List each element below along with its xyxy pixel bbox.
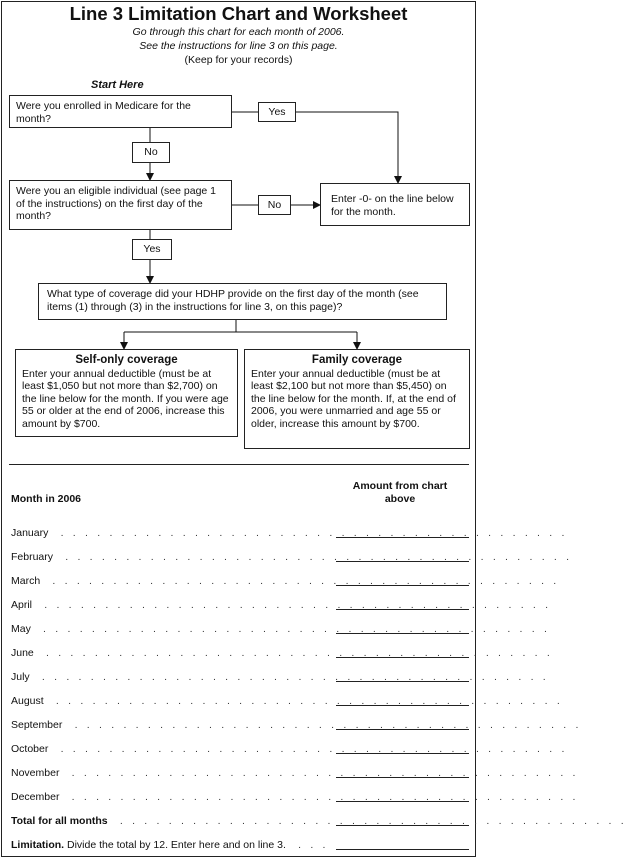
month-may-amount-line[interactable] (336, 633, 469, 634)
month-april-label: April .......................................... (11, 599, 558, 611)
start-here-label: Start Here (91, 79, 144, 91)
month-june-amount-line[interactable] (336, 657, 469, 658)
month-november-label: November .......................................... (11, 767, 585, 779)
month-name: November (11, 767, 60, 779)
month-january-amount-line[interactable] (336, 537, 469, 538)
question-medicare: Were you enrolled in Medicare for the month? (9, 95, 232, 128)
month-name: October (11, 743, 49, 755)
month-october-label: October .......................................... (11, 743, 574, 755)
month-august-label: August .......................................... (11, 695, 570, 707)
limitation-amount-line[interactable] (336, 849, 469, 850)
month-name: July (11, 671, 30, 683)
total-all-months-label: Total for all months .......................................... (11, 815, 633, 827)
question-eligible-individual: Were you an eligible individual (see page 1 of the instructions) on the first day of the month? (9, 180, 232, 230)
total-label-text: Total for all months (11, 815, 108, 827)
self-only-text: Enter your annual deductible (must be at least $1,050 but not more than $2,700) on the line below for the month. If you were age 55 or older at the end of 2006, increase this amount by $700. (22, 367, 229, 430)
limitation-label-text: Limitation. (11, 839, 65, 851)
month-column-header: Month in 2006 (11, 493, 82, 505)
month-name: September (11, 719, 63, 731)
month-november-amount-line[interactable] (336, 777, 469, 778)
month-september-amount-line[interactable] (336, 729, 469, 730)
subtitle-keep-records: (Keep for your records) (184, 54, 293, 66)
month-july-label: July .......................................... (11, 671, 556, 683)
month-name: May (11, 623, 31, 635)
family-heading: Family coverage (311, 354, 403, 366)
month-march-label: March .......................................... (11, 575, 566, 587)
no-label-medicare: No (132, 142, 170, 163)
page-title: Line 3 Limitation Chart and Worksheet (69, 3, 408, 24)
month-october-amount-line[interactable] (336, 753, 469, 754)
month-name: April (11, 599, 33, 611)
limitation-instruction-text: Divide the total by 12. Enter here and on line 3. (64, 839, 286, 851)
month-march-amount-line[interactable] (336, 585, 469, 586)
total-all-months-amount-line[interactable] (336, 825, 469, 826)
family-coverage-box (244, 349, 470, 449)
month-december-label: December .......................................... (11, 791, 585, 803)
month-january-label: January .......................................... (11, 527, 574, 539)
month-september-label: September .......................................... (11, 719, 588, 731)
month-name: December (11, 791, 60, 803)
month-february-amount-line[interactable] (336, 561, 469, 562)
month-name: February (11, 551, 54, 563)
amount-column-header: Amount from chart above (352, 480, 448, 505)
section-divider (9, 464, 469, 465)
enter-zero-box: Enter -0- on the line below for the month. (320, 183, 470, 226)
subtitle-instruction-2: See the instructions for line 3 on this page. (139, 40, 338, 52)
self-only-heading: Self-only coverage (75, 354, 178, 366)
no-label-eligible: No (258, 195, 291, 215)
month-july-amount-line[interactable] (336, 681, 469, 682)
month-august-amount-line[interactable] (336, 705, 469, 706)
month-name: January (11, 527, 49, 539)
yes-label-eligible: Yes (132, 239, 172, 260)
question-coverage-type: What type of coverage did your HDHP provide on the first day of the month (see items (1) through (3) in the instructions for line 3, on this page)? (38, 283, 447, 320)
month-february-label: February .......................................... (11, 551, 579, 563)
month-name: June (11, 647, 34, 659)
month-april-amount-line[interactable] (336, 609, 469, 610)
month-may-label: May .......................................... (11, 623, 557, 635)
month-december-amount-line[interactable] (336, 801, 469, 802)
subtitle-instruction-1: Go through this chart for each month of 2006. (132, 26, 345, 38)
limitation-label: Limitation. Divide the total by 12. Enter here and on line 3. ... (11, 839, 335, 851)
family-text: Enter your annual deductible (must be at least $2,100 but not more than $5,450) on the line below for the month. If, at the end of 2006, you were unmarried and age 55 or older, increase this amount by $700. (251, 367, 456, 430)
yes-label-medicare: Yes (258, 102, 296, 122)
month-name: March (11, 575, 41, 587)
self-only-coverage-box (15, 349, 238, 437)
month-name: August (11, 695, 44, 707)
month-june-label: June .......................................... (11, 647, 560, 659)
